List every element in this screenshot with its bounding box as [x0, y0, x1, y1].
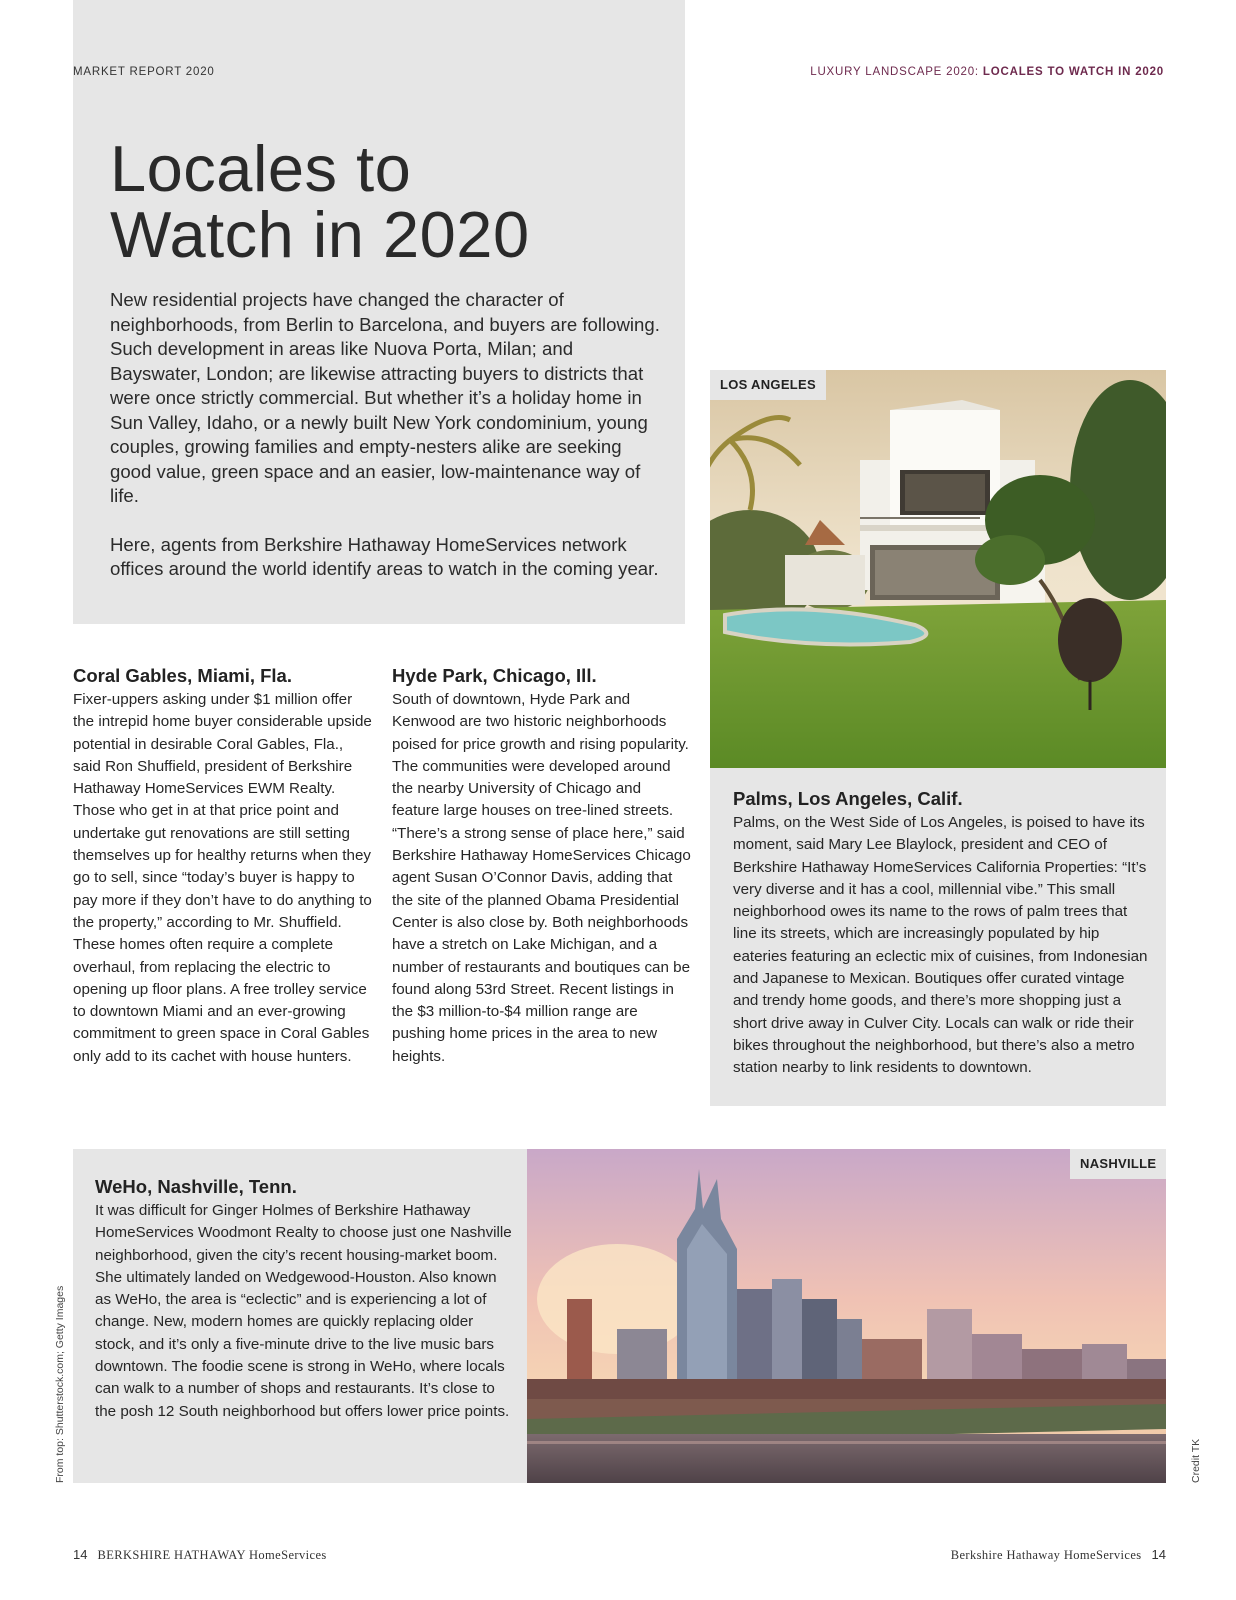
footer-left — [73, 1547, 327, 1563]
running-head-prefix: LUXURY LANDSCAPE 2020: — [810, 66, 983, 78]
palms-body: Palms, on the West Side of Los Angeles, is poised to have its moment, said Mary Lee Blaylock, president and CEO of Berkshire Hathaway HomeServices California Properties: “It’s very diverse and it has a cool, millennial vibe.” This small neighborhood owes its name to the rows of palm trees that line its streets, which are increasingly populated by hip eateries featuring an eclectic mix of cuisines, from Indonesian and Japanese to Mexican. Boutiques offer curated vintage and trendy home goods, and there’s more shopping just a short drive away in Culver City. Locals can walk or ride their bikes throughout the neighborhood, but there’s also a metro station nearby to link residents to downtown. — [733, 814, 1148, 1077]
footer-right — [951, 1547, 1166, 1563]
nashville-skyline-photo — [527, 1149, 1166, 1483]
los-angeles-photo-tag: LOS ANGELES — [710, 370, 826, 400]
photo-credit-right: Credit TK — [1190, 1438, 1202, 1483]
coral-gables-title: Coral Gables, Miami, Fla. — [73, 665, 292, 686]
page-title — [110, 132, 670, 271]
palms-title: Palms, Los Angeles, Calif. — [733, 788, 963, 809]
running-head-right — [810, 66, 1164, 78]
photo-credit-left: From top: Shutterstock.com; Getty Images — [54, 1285, 66, 1483]
weho-title: WeHo, Nashville, Tenn. — [95, 1176, 297, 1197]
weho-body: It was difficult for Ginger Holmes of Berkshire Hathaway HomeServices Woodmont Realty to choose just one Nashville neighborhood, given the city’s recent housing-market boom. She ultimately landed on Wedgewood-Houston. Also known as WeHo, the area is “eclectic” and is experiencing a lot of change. New, modern homes are quickly replacing older stock, and it’s only a five-minute drive to the live music bars downtown. The foodie scene is strong in WeHo, where locals can walk to a number of shops and restaurants. It’s close to the posh 12 South neighborhood but offers lower price points. — [95, 1202, 512, 1420]
intro-text — [110, 288, 660, 582]
weho-section — [95, 1175, 515, 1423]
title-line-1: Locales to — [110, 132, 412, 205]
hyde-park-body: South of downtown, Hyde Park and Kenwood are two historic neighborhoods poised for price growth and rising popularity. The communities were developed around the nearby University of Chicago and feature large houses on tree-lined streets. “There’s a strong sense of place here,” said Berkshire Hathaway HomeServices Chicago agent Susan O’Connor Davis, adding that the site of the planned Obama Presidential Center is also close by. Both neighborhoods have a stretch on Lake Michigan, and a number of restaurants and boutiques can be found along 53rd Street. Recent listings in the $3 million-to-$4 million range are pushing home prices in the area to new heights. — [392, 691, 691, 1065]
coral-gables-section — [73, 664, 373, 1068]
intro-paragraph-2: Here, agents from Berkshire Hathaway HomeServices network offices around the world identify areas to watch in the coming year. — [110, 533, 659, 579]
title-line-2: Watch in 2020 — [110, 198, 530, 271]
hyde-park-section — [392, 664, 692, 1068]
running-head-left: MARKET REPORT 2020 — [73, 66, 215, 78]
page-number-right: 14 — [1151, 1547, 1166, 1562]
coral-gables-body: Fixer-uppers asking under $1 million offer the intrepid home buyer considerable upside potential in desirable Coral Gables, Fla., said Ron Shuffield, president of Berkshire Hathaway HomeServices EWM Realty. Those who get in at that price point and undertake gut renovations are still setting themselves up for healthy returns when they go to sell, since “today’s buyer is happy to pay more if they don’t have to do anything to the property,” according to Mr. Shuffield. These homes often require a complete overhaul, from replacing the electric to opening up floor plans. A free trolley service to downtown Miami and an ever-growing commitment to green space in Coral Gables only add to its cachet with house hunters. — [73, 691, 372, 1065]
nashville-photo-tag: NASHVILLE — [1070, 1149, 1166, 1179]
los-angeles-house-photo — [710, 370, 1166, 768]
intro-paragraph-1: New residential projects have changed the character of neighborhoods, from Berlin to Barcelona, and buyers are following. Such development in areas like Nuova Porta, Milan; and Bayswater, London; are likewise attracting buyers to districts that were once strictly commercial. But whether it’s a holiday home in Sun Valley, Idaho, or a newly built New York condominium, young couples, growing families and empty-nesters alike are seeking good value, green space and an easier, low-maintenance way of life. — [110, 289, 660, 506]
brand-wordmark-left: BERKSHIRE HATHAWAY HomeServices — [97, 1548, 327, 1562]
brand-wordmark-right: Berkshire Hathaway HomeServices — [950, 1548, 1142, 1562]
page-number-left: 14 — [73, 1547, 88, 1562]
running-head-emphasis: LOCALES TO WATCH IN 2020 — [982, 66, 1164, 78]
palms-section — [733, 787, 1148, 1080]
hyde-park-title: Hyde Park, Chicago, Ill. — [392, 665, 597, 686]
